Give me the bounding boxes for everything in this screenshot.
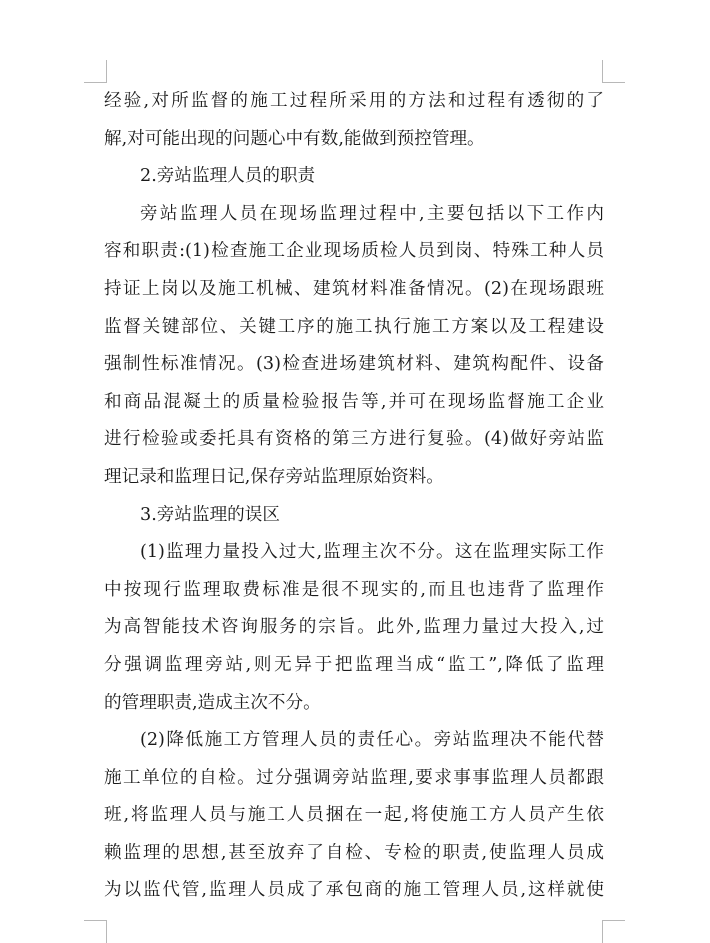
section-heading: 2.旁站监理人员的职责 [140,166,316,187]
text-line: 容和职责:(1)检查施工企业现场质检人员到岗、特殊工种人员 [104,241,604,262]
text-line: 班,将监理人员与施工人员捆在一起,将使施工方人员产生依 [104,805,604,826]
crop-mark-top-left [84,60,107,83]
text-line: (1)监理力量投入过大,监理主次不分。这在监理实际工作 [140,542,604,563]
text-line: 赖监理的思想,甚至放弃了自检、专检的职责,使监理人员成 [104,842,604,863]
text-line: 中按现行监理取费标准是很不现实的,而且也违背了监理作 [104,579,604,600]
text-line: 的管理职责,造成主次不分。 [104,692,321,713]
text-line: 为以监代管,监理人员成了承包商的施工管理人员,这样就使 [104,880,604,901]
text-line: 监督关键部位、关键工序的施工执行施工方案以及工程建设 [104,316,604,337]
text-line: 经验,对所监督的施工过程所采用的方法和过程有透彻的了 [104,91,604,111]
section-heading: 3.旁站监理的误区 [140,504,280,525]
text-line: 持证上岗以及施工机械、建筑材料准备情况。(2)在现场跟班 [104,278,604,299]
text-line: 进行检验或委托具有资格的第三方进行复验。(4)做好旁站监 [104,429,604,450]
text-line: 理记录和监理日记,保存旁站监理原始资料。 [104,466,444,487]
text-line: 分强调监理旁站,则无异于把监理当成“监工”,降低了监理 [104,654,604,675]
text-line: 旁站监理人员在现场监理过程中,主要包括以下工作内 [140,203,604,224]
text-line: 强制性标准情况。(3)检查进场建筑材料、建筑构配件、设备 [104,354,604,375]
crop-mark-top-right [602,60,625,83]
text-line: 施工单位的自检。过分强调旁站监理,要求事事监理人员都跟 [104,767,604,788]
text-line: 解,对可能出现的问题心中有数,能做到预控管理。 [104,128,485,149]
text-line: (2)降低施工方管理人员的责任心。旁站监理决不能代替 [140,730,604,751]
document-body [104,83,604,910]
text-line: 为高智能技术咨询服务的宗旨。此外,监理力量过大投入,过 [104,617,604,638]
text-line: 和商品混凝土的质量检验报告等,并可在现场监督施工企业 [104,391,604,412]
